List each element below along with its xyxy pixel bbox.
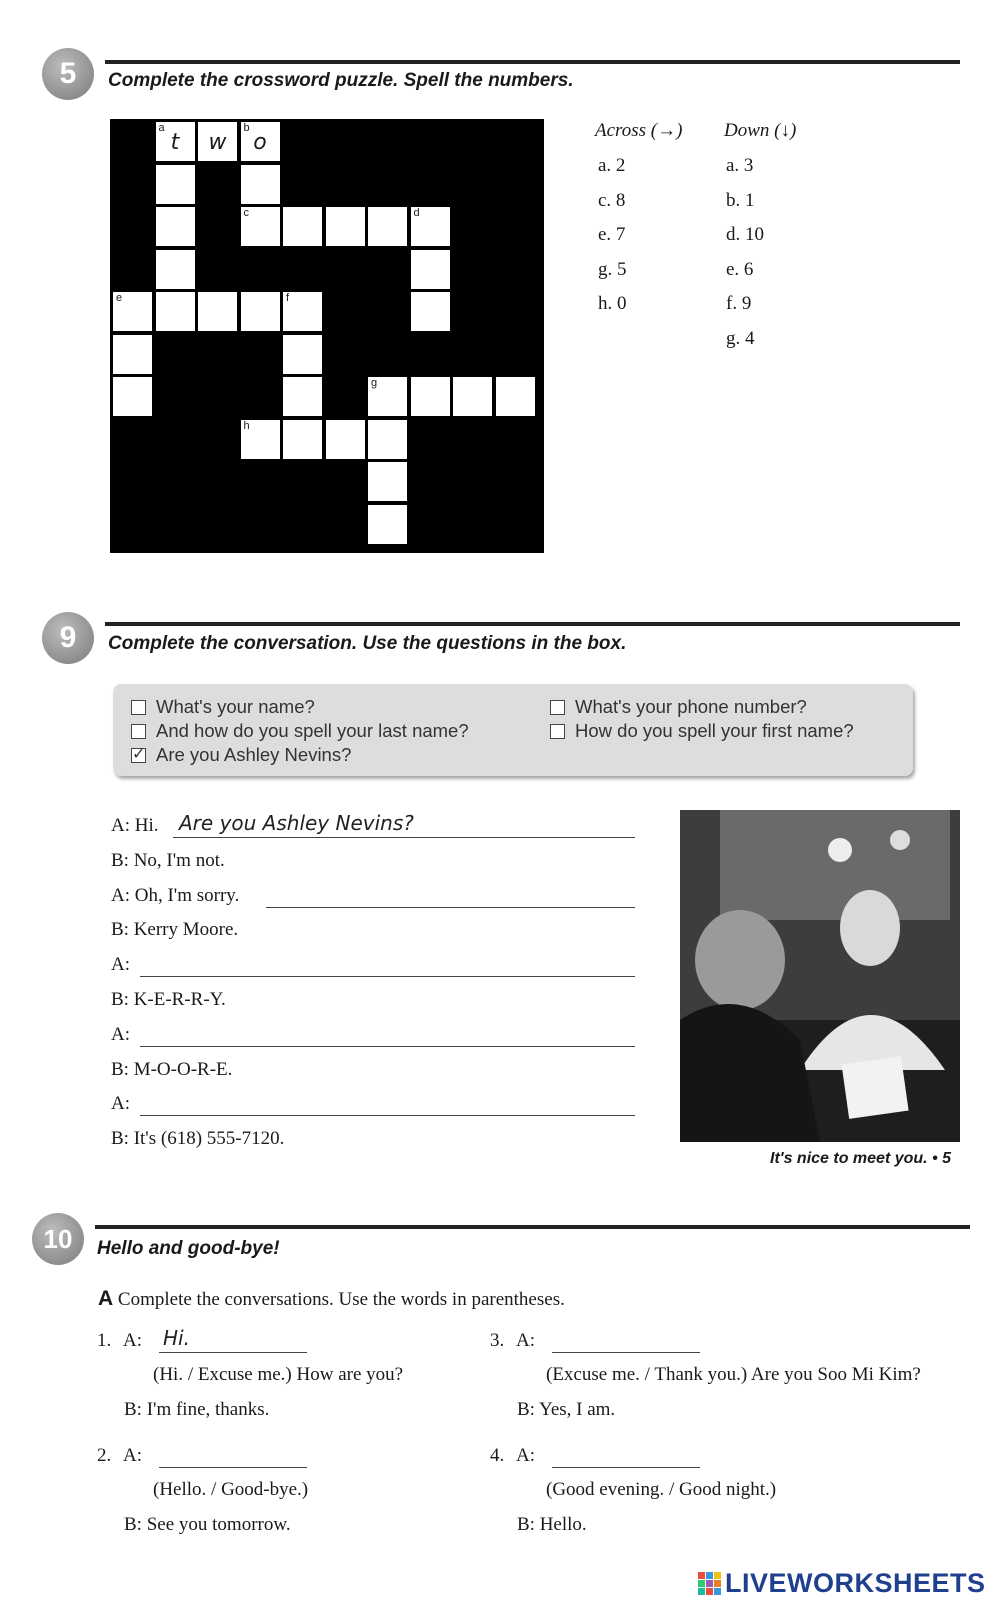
crossword-cell[interactable]: [368, 207, 407, 246]
crossword-cell[interactable]: [326, 420, 365, 459]
crossword-cell[interactable]: [156, 165, 195, 204]
handwritten-answer: Are you Ashley Nevins?: [179, 811, 414, 835]
question-left-2[interactable]: ✓ Are you Ashley Nevins?: [132, 744, 352, 765]
dialogue-line: A: Oh, I'm sorry.: [111, 884, 240, 906]
part-a-instruction: [98, 1287, 565, 1311]
crossword-cell[interactable]: [411, 250, 450, 289]
crossword-cell[interactable]: [453, 377, 492, 416]
section-5-title: Complete the crossword puzzle. Spell the numbers.: [108, 70, 574, 91]
photo-two-people-meeting: [680, 810, 960, 1142]
crossword-cell[interactable]: [241, 207, 280, 246]
question-left-0[interactable]: What's your name?: [131, 696, 315, 718]
crossword-cell[interactable]: [198, 292, 237, 331]
clue-down-1: b. 1: [726, 189, 755, 211]
crossword-cell[interactable]: [496, 377, 535, 416]
crossword-cell[interactable]: [113, 377, 152, 416]
crossword-cell-filled[interactable]: [241, 122, 280, 161]
clue-label: h: [243, 419, 250, 432]
choices-line: (Hello. / Good-bye.): [153, 1479, 309, 1500]
crossword-cell[interactable]: [241, 165, 280, 204]
instruction-text: Complete the conversations. Use the words in parentheses.: [117, 1289, 565, 1310]
section-10-rule: [95, 1225, 970, 1229]
section-10-badge: 10: [32, 1213, 84, 1265]
dialogue-line: B: K-E-R-R-Y.: [111, 989, 226, 1010]
speaker-a: A:: [516, 1330, 535, 1351]
crossword-cell[interactable]: [241, 292, 280, 331]
question-left-1[interactable]: And how do you spell your last name?: [131, 720, 469, 742]
checkbox[interactable]: [550, 724, 565, 739]
clue-down-5: g. 4: [726, 327, 755, 349]
answer-line[interactable]: [140, 976, 635, 977]
crossword-cell[interactable]: [283, 377, 322, 416]
section-5-badge: 5: [42, 48, 94, 100]
logo-text: LIVEWORKSHEETS: [725, 1568, 986, 1598]
answer-line[interactable]: [140, 1046, 635, 1047]
item-number: 3.: [490, 1330, 505, 1351]
dialogue-line: B: No, I'm not.: [111, 849, 225, 871]
clue-label: f: [286, 292, 290, 304]
answer-line[interactable]: [266, 907, 635, 908]
dialogue-line: B: Kerry Moore.: [111, 919, 239, 941]
checkbox[interactable]: [550, 700, 565, 715]
answer-line[interactable]: [159, 1467, 307, 1468]
choices-line: (Hi. / Excuse me.) How are you?: [153, 1364, 404, 1385]
crossword-cell[interactable]: [241, 420, 280, 459]
crossword-cell[interactable]: [283, 420, 322, 459]
crossword-cell[interactable]: [411, 292, 450, 331]
logo-blocks-icon: [698, 1572, 722, 1596]
crossword-cell[interactable]: [411, 207, 450, 246]
crossword-cell[interactable]: [283, 292, 322, 331]
crossword-cell[interactable]: [113, 335, 152, 374]
speaker-b-line: B: See you tomorrow.: [124, 1514, 291, 1535]
clue-across-2: e. 7: [598, 224, 626, 245]
answer-line[interactable]: [552, 1467, 700, 1468]
item-number: 1.: [97, 1330, 112, 1351]
speaker-a: A:: [516, 1445, 535, 1466]
clue-label: d: [413, 207, 420, 219]
crossword-cell[interactable]: [368, 462, 407, 501]
answer-line[interactable]: [173, 837, 635, 838]
cell-letter: w: [208, 130, 227, 155]
choices-line: (Excuse me. / Thank you.) Are you Soo Mi Kim?: [546, 1364, 921, 1385]
dialogue-line: A: Hi.: [111, 815, 159, 836]
section-9-rule: [105, 622, 960, 626]
clue-label: b: [243, 122, 250, 134]
question-right-1[interactable]: How do you spell your first name?: [550, 720, 854, 742]
crossword-cell[interactable]: [283, 335, 322, 374]
cell-letter: o: [253, 130, 267, 155]
answer-line[interactable]: [159, 1352, 307, 1353]
checkbox[interactable]: [131, 724, 146, 739]
section-9-badge: 9: [42, 612, 94, 664]
answer-line[interactable]: [140, 1115, 635, 1116]
clue-across-0: a. 2: [598, 155, 626, 176]
choices-line: (Good evening. / Good night.): [546, 1479, 777, 1500]
dialogue-line: A:: [111, 954, 130, 976]
checkbox-checked[interactable]: ✓: [132, 745, 146, 763]
crossword-cell-filled[interactable]: [156, 122, 195, 161]
section-5-rule: [105, 60, 960, 64]
crossword-cell[interactable]: [156, 292, 195, 331]
clue-label: a: [158, 122, 165, 134]
clue-across-1: c. 8: [598, 189, 626, 211]
crossword-cell[interactable]: [326, 207, 365, 246]
section-9-title: Complete the conversation. Use the questions in the box.: [108, 633, 627, 654]
crossword-grid: [110, 119, 544, 553]
clue-label: c: [243, 207, 249, 219]
crossword-cell[interactable]: [156, 250, 195, 289]
crossword-cell[interactable]: [113, 292, 152, 331]
clue-label: e: [116, 292, 123, 304]
page-footer: It's nice to meet you. • 5: [770, 1150, 952, 1167]
item-number: 2.: [97, 1445, 112, 1466]
crossword-cell[interactable]: [368, 420, 407, 459]
crossword-cell-filled[interactable]: [198, 122, 237, 161]
part-a-label: A: [98, 1287, 114, 1310]
down-header: Down (↓): [724, 120, 797, 141]
question-box: [113, 684, 913, 776]
answer-line[interactable]: [552, 1352, 700, 1353]
clue-across-4: h. 0: [598, 293, 627, 314]
across-header: Across (→): [595, 120, 683, 141]
question-right-0[interactable]: What's your phone number?: [550, 696, 807, 718]
section-10-title: Hello and good-bye!: [97, 1238, 280, 1259]
dialogue-line: B: M-O-O-R-E.: [111, 1058, 233, 1080]
clue-down-3: e. 6: [726, 258, 754, 280]
crossword-cell[interactable]: [411, 377, 450, 416]
speaker-b-line: B: Yes, I am.: [517, 1399, 616, 1420]
dialogue-line: B: It's (618) 555-7120.: [111, 1128, 285, 1150]
crossword-cell[interactable]: [283, 207, 322, 246]
crossword-cell[interactable]: [156, 207, 195, 246]
speaker-b-line: B: I'm fine, thanks.: [124, 1399, 270, 1420]
checkbox[interactable]: [131, 700, 146, 715]
clue-across-3: g. 5: [598, 258, 627, 280]
speaker-b-line: B: Hello.: [517, 1514, 587, 1535]
cell-letter: t: [170, 130, 180, 155]
clue-down-0: a. 3: [726, 155, 754, 176]
speaker-a: A:: [123, 1445, 142, 1466]
dialogue-line: A:: [111, 1023, 130, 1045]
clue-down-2: d. 10: [726, 224, 764, 245]
speaker-a: A:: [123, 1330, 142, 1351]
dialogue-line: A:: [111, 1093, 130, 1115]
handwritten-answer: Hi.: [163, 1326, 190, 1350]
item-number: 4.: [490, 1445, 505, 1466]
clue-down-4: f. 9: [726, 293, 752, 314]
crossword-cell[interactable]: [368, 505, 407, 544]
crossword-cell[interactable]: [368, 377, 407, 416]
liveworksheets-logo: [698, 1568, 986, 1599]
clue-label: g: [371, 377, 378, 389]
